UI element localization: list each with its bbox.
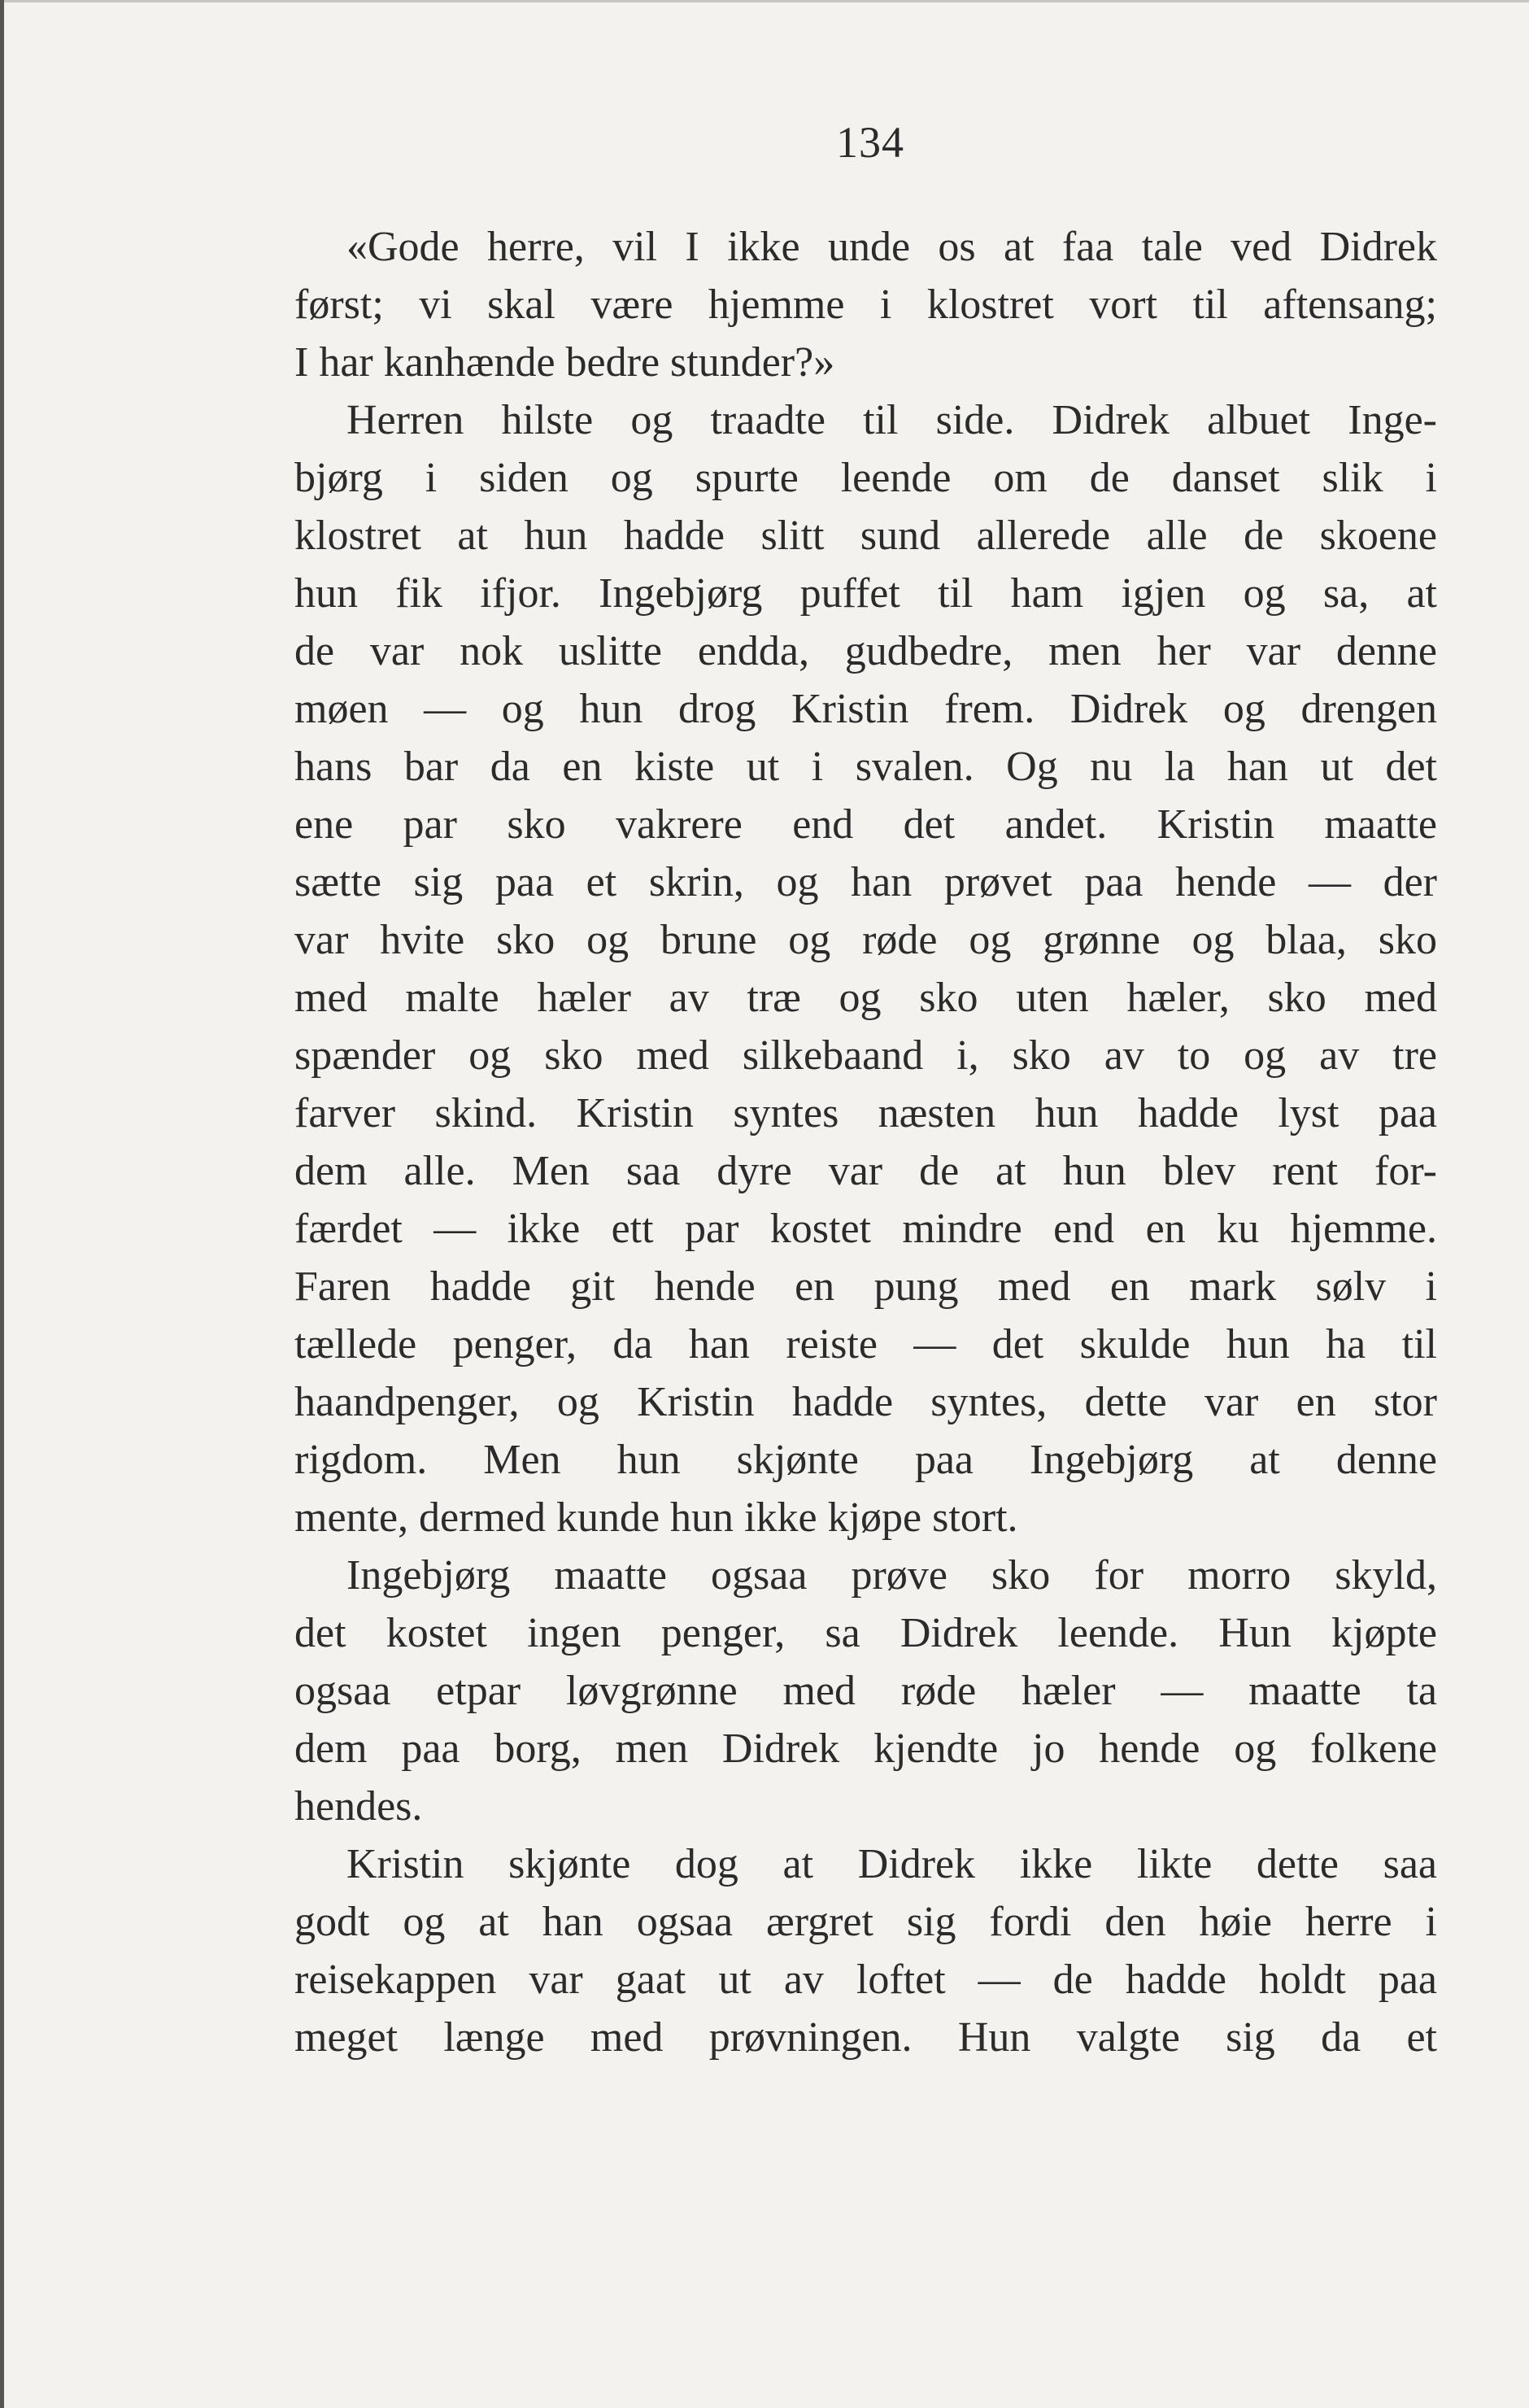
page-left-edge [0, 0, 4, 2408]
text-line: først; vi skal være hjemme i klostret vort til aftensang; [294, 281, 1437, 328]
text-line: rigdom. Men hun skjønte paa Ingebjørg at denne [294, 1437, 1437, 1483]
text-line: Kristin skjønte dog at Didrek ikke likte dette saa [346, 1841, 1437, 1887]
text-line: færdet — ikke ett par kostet mindre end en ku hjemme. [294, 1206, 1437, 1252]
paragraph [294, 218, 1437, 391]
page-number: 134 [836, 118, 904, 167]
text-line: haandpenger, og Kristin hadde syntes, dette var en stor [294, 1379, 1437, 1425]
text-line: spænder og sko med silkebaand i, sko av to og av tre [294, 1032, 1437, 1079]
text-line: var hvite sko og brune og røde og grønne og blaa, sko [294, 917, 1437, 963]
text-line: Ingebjørg maatte ogsaa prøve sko for morro skyld, [346, 1552, 1437, 1599]
text-line: Faren hadde git hende en pung med en mark sølv i [294, 1263, 1437, 1310]
text-line: farver skind. Kristin syntes næsten hun hadde lyst paa [294, 1090, 1437, 1136]
text-line: mente, dermed kunde hun ikke kjøpe stort. [294, 1494, 1018, 1541]
text-line: de var nok uslitte endda, gudbedre, men her var denne [294, 628, 1437, 674]
text-line: godt og at han ogsaa ærgret sig fordi den høie herre i [294, 1899, 1437, 1945]
text-line: hun fik ifjor. Ingebjørg puffet til ham igjen og sa, at [294, 570, 1437, 617]
text-line: I har kanhænde bedre stunder?» [294, 339, 835, 386]
text-line: ene par sko vakrere end det andet. Kristin maatte [294, 801, 1437, 848]
body-text [294, 218, 1437, 2066]
text-line: det kostet ingen penger, sa Didrek leende. Hun kjøpte [294, 1610, 1437, 1656]
page-top-edge [0, 0, 1529, 2]
text-line: hendes. [294, 1783, 423, 1830]
text-line: «Gode herre, vil I ikke unde os at faa tale ved Didrek [346, 224, 1437, 270]
text-line: reisekappen var gaat ut av loftet — de hadde holdt paa [294, 1956, 1437, 2003]
text-line: møen — og hun drog Kristin frem. Didrek og drengen [294, 686, 1437, 732]
text-line: meget længe med prøvningen. Hun valgte sig da et [294, 2014, 1437, 2061]
paragraph [294, 1546, 1437, 1835]
text-line: dem paa borg, men Didrek kjendte jo hende og folkene [294, 1725, 1437, 1772]
text-line: med malte hæler av træ og sko uten hæler, sko med [294, 975, 1437, 1021]
paragraph [294, 391, 1437, 1546]
text-line: sætte sig paa et skrin, og han prøvet paa hende — der [294, 859, 1437, 905]
text-line: tællede penger, da han reiste — det skulde hun ha til [294, 1321, 1437, 1368]
text-line: Herren hilste og traadte til side. Didrek albuet Inge- [346, 397, 1437, 443]
paragraph [294, 1835, 1437, 2066]
text-line: ogsaa etpar løvgrønne med røde hæler — maatte ta [294, 1668, 1437, 1714]
text-line: hans bar da en kiste ut i svalen. Og nu la han ut det [294, 744, 1437, 790]
text-line: klostret at hun hadde slitt sund allerede alle de skoene [294, 513, 1437, 559]
text-line: bjørg i siden og spurte leende om de danset slik i [294, 455, 1437, 501]
text-line: dem alle. Men saa dyre var de at hun blev rent for- [294, 1148, 1437, 1194]
